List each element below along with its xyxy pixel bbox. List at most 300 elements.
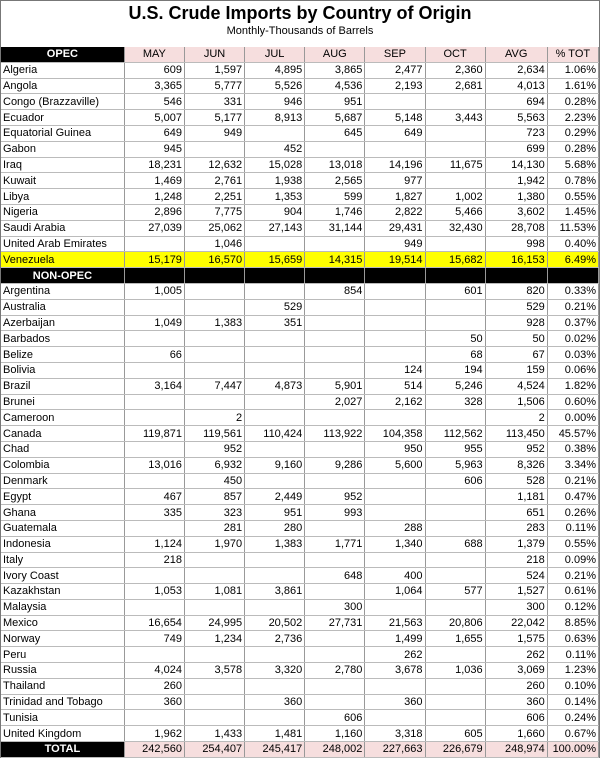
table-row bbox=[1, 378, 599, 394]
table-cell bbox=[124, 410, 184, 426]
table-cell bbox=[365, 283, 425, 299]
table-cell: 1,575 bbox=[485, 631, 547, 647]
table-cell bbox=[365, 141, 425, 157]
table-cell: 1,379 bbox=[485, 536, 547, 552]
table-cell: 28,708 bbox=[485, 220, 547, 236]
table-cell bbox=[425, 299, 485, 315]
table-cell: 1,036 bbox=[425, 663, 485, 679]
table-cell: 950 bbox=[365, 441, 425, 457]
table-cell: 3,069 bbox=[485, 663, 547, 679]
table-row bbox=[1, 505, 599, 521]
table-cell bbox=[365, 552, 425, 568]
table-cell: 14,130 bbox=[485, 157, 547, 173]
table-cell: 3,164 bbox=[124, 378, 184, 394]
country-name: Nigeria bbox=[1, 204, 124, 220]
column-header bbox=[485, 268, 547, 284]
table-cell: 113,450 bbox=[485, 426, 547, 442]
table-cell bbox=[365, 710, 425, 726]
table-row bbox=[1, 568, 599, 584]
table-cell: 2,761 bbox=[184, 173, 244, 189]
table-cell bbox=[425, 647, 485, 663]
table-cell: 2,251 bbox=[184, 189, 244, 205]
column-header bbox=[184, 268, 244, 284]
table-cell: 1,962 bbox=[124, 726, 184, 742]
total-cell: 248,974 bbox=[485, 742, 547, 758]
table-cell: 2,193 bbox=[365, 78, 425, 94]
table-cell: 16,654 bbox=[124, 615, 184, 631]
table-cell: 928 bbox=[485, 315, 547, 331]
table-cell: 300 bbox=[305, 599, 365, 615]
table-cell: 20,806 bbox=[425, 615, 485, 631]
table-cell: 1,124 bbox=[124, 536, 184, 552]
table-cell: 0.63% bbox=[547, 631, 598, 647]
table-cell: 218 bbox=[124, 552, 184, 568]
table-cell: 32,430 bbox=[425, 220, 485, 236]
table-cell: 15,028 bbox=[245, 157, 305, 173]
table-cell: 1,655 bbox=[425, 631, 485, 647]
table-cell: 0.21% bbox=[547, 473, 598, 489]
table-cell: 2,565 bbox=[305, 173, 365, 189]
country-name: Barbados bbox=[1, 331, 124, 347]
table-cell: 13,016 bbox=[124, 457, 184, 473]
table-row bbox=[1, 599, 599, 615]
country-name: Kuwait bbox=[1, 173, 124, 189]
country-name: Equatorial Guinea bbox=[1, 125, 124, 141]
table-cell: 1.06% bbox=[547, 62, 598, 78]
table-cell bbox=[305, 331, 365, 347]
table-cell bbox=[184, 283, 244, 299]
table-cell: 7,447 bbox=[184, 378, 244, 394]
table-cell: 335 bbox=[124, 505, 184, 521]
table-cell: 1,160 bbox=[305, 726, 365, 742]
table-cell: 2 bbox=[184, 410, 244, 426]
table-cell: 2,162 bbox=[365, 394, 425, 410]
table-row bbox=[1, 694, 599, 710]
table-cell bbox=[425, 94, 485, 110]
table-cell bbox=[425, 694, 485, 710]
table-row bbox=[1, 426, 599, 442]
table-cell bbox=[305, 410, 365, 426]
table-cell bbox=[124, 473, 184, 489]
table-row bbox=[1, 157, 599, 173]
table-cell bbox=[124, 568, 184, 584]
table-row bbox=[1, 189, 599, 205]
table-cell bbox=[305, 362, 365, 378]
table-cell: 5,600 bbox=[365, 457, 425, 473]
table-cell: 1,827 bbox=[365, 189, 425, 205]
table-cell: 1,481 bbox=[245, 726, 305, 742]
table-cell: 952 bbox=[485, 441, 547, 457]
table-cell: 66 bbox=[124, 347, 184, 363]
table-cell bbox=[305, 631, 365, 647]
table-cell: 5,007 bbox=[124, 110, 184, 126]
table-cell: 951 bbox=[305, 94, 365, 110]
country-name: Tunisia bbox=[1, 710, 124, 726]
table-cell bbox=[184, 331, 244, 347]
table-cell: 1,005 bbox=[124, 283, 184, 299]
table-cell: 351 bbox=[245, 315, 305, 331]
country-name: Norway bbox=[1, 631, 124, 647]
table-cell: 0.09% bbox=[547, 552, 598, 568]
column-header bbox=[305, 268, 365, 284]
table-cell: 1,506 bbox=[485, 394, 547, 410]
table-cell: 159 bbox=[485, 362, 547, 378]
table-cell bbox=[184, 394, 244, 410]
table-cell: 24,995 bbox=[184, 615, 244, 631]
table-cell: 283 bbox=[485, 520, 547, 536]
table-cell: 11,675 bbox=[425, 157, 485, 173]
table-cell: 1,353 bbox=[245, 189, 305, 205]
table-cell: 4,873 bbox=[245, 378, 305, 394]
table-cell bbox=[184, 299, 244, 315]
table-cell bbox=[245, 473, 305, 489]
table-cell bbox=[245, 394, 305, 410]
table-cell bbox=[425, 599, 485, 615]
table-row bbox=[1, 410, 599, 426]
country-name: Peru bbox=[1, 647, 124, 663]
table-cell bbox=[425, 125, 485, 141]
table-cell: 452 bbox=[245, 141, 305, 157]
table-cell: 694 bbox=[485, 94, 547, 110]
table-row bbox=[1, 173, 599, 189]
table-cell: 1,597 bbox=[184, 62, 244, 78]
table-row bbox=[1, 220, 599, 236]
table-cell bbox=[245, 441, 305, 457]
table-cell: 993 bbox=[305, 505, 365, 521]
country-name: Saudi Arabia bbox=[1, 220, 124, 236]
table-cell: 4,895 bbox=[245, 62, 305, 78]
table-cell: 3,318 bbox=[365, 726, 425, 742]
table-cell bbox=[184, 710, 244, 726]
table-cell: 0.26% bbox=[547, 505, 598, 521]
country-name: Egypt bbox=[1, 489, 124, 505]
table-cell: 606 bbox=[305, 710, 365, 726]
table-row bbox=[1, 631, 599, 647]
column-header: OCT bbox=[425, 47, 485, 62]
table-cell: 0.21% bbox=[547, 299, 598, 315]
table-cell bbox=[305, 299, 365, 315]
table-cell: 904 bbox=[245, 204, 305, 220]
table-row bbox=[1, 647, 599, 663]
table-cell: 546 bbox=[124, 94, 184, 110]
country-name: Ecuador bbox=[1, 110, 124, 126]
table-cell: 119,871 bbox=[124, 426, 184, 442]
table-cell: 1,248 bbox=[124, 189, 184, 205]
column-header: % TOT bbox=[547, 47, 598, 62]
table-cell: 360 bbox=[124, 694, 184, 710]
table-cell: 8,326 bbox=[485, 457, 547, 473]
column-header: AVG bbox=[485, 47, 547, 62]
table-cell: 1,970 bbox=[184, 536, 244, 552]
table-cell bbox=[365, 315, 425, 331]
country-name: Argentina bbox=[1, 283, 124, 299]
table-cell: 952 bbox=[305, 489, 365, 505]
table-row bbox=[1, 362, 599, 378]
table-cell: 2,681 bbox=[425, 78, 485, 94]
table-cell: 15,682 bbox=[425, 252, 485, 268]
imports-table bbox=[1, 47, 599, 758]
column-header: JUN bbox=[184, 47, 244, 62]
table-row bbox=[1, 726, 599, 742]
table-cell bbox=[245, 125, 305, 141]
table-cell: 22,042 bbox=[485, 615, 547, 631]
table-cell: 25,062 bbox=[184, 220, 244, 236]
table-cell: 323 bbox=[184, 505, 244, 521]
table-cell: 1,660 bbox=[485, 726, 547, 742]
table-cell: 528 bbox=[485, 473, 547, 489]
table-cell: 4,013 bbox=[485, 78, 547, 94]
table-cell bbox=[425, 678, 485, 694]
table-cell: 1,942 bbox=[485, 173, 547, 189]
table-cell: 360 bbox=[365, 694, 425, 710]
column-header: MAY bbox=[124, 47, 184, 62]
table-cell: 8,913 bbox=[245, 110, 305, 126]
table-cell: 50 bbox=[425, 331, 485, 347]
table-cell: 2 bbox=[485, 410, 547, 426]
table-cell: 2.23% bbox=[547, 110, 598, 126]
table-cell: 599 bbox=[305, 189, 365, 205]
table-cell: 949 bbox=[184, 125, 244, 141]
country-name: Algeria bbox=[1, 62, 124, 78]
table-cell: 820 bbox=[485, 283, 547, 299]
table-row bbox=[1, 536, 599, 552]
table-cell bbox=[305, 141, 365, 157]
non-opec-header-row bbox=[1, 268, 599, 284]
table-cell: 3.34% bbox=[547, 457, 598, 473]
country-name: Brunei bbox=[1, 394, 124, 410]
table-cell bbox=[245, 552, 305, 568]
table-cell bbox=[425, 410, 485, 426]
table-cell bbox=[184, 599, 244, 615]
table-cell: 2,477 bbox=[365, 62, 425, 78]
table-cell: 7,775 bbox=[184, 204, 244, 220]
table-cell: 4,024 bbox=[124, 663, 184, 679]
country-name: Italy bbox=[1, 552, 124, 568]
table-cell bbox=[425, 236, 485, 252]
table-cell: 3,578 bbox=[184, 663, 244, 679]
table-cell bbox=[305, 647, 365, 663]
table-row bbox=[1, 473, 599, 489]
table-cell: 119,561 bbox=[184, 426, 244, 442]
table-cell: 400 bbox=[365, 568, 425, 584]
table-cell: 113,922 bbox=[305, 426, 365, 442]
table-cell: 1.82% bbox=[547, 378, 598, 394]
table-cell: 467 bbox=[124, 489, 184, 505]
table-cell: 1,046 bbox=[184, 236, 244, 252]
country-name: Indonesia bbox=[1, 536, 124, 552]
table-cell: 1,469 bbox=[124, 173, 184, 189]
country-name: Iraq bbox=[1, 157, 124, 173]
table-cell bbox=[245, 236, 305, 252]
column-header bbox=[245, 268, 305, 284]
table-cell: 0.55% bbox=[547, 189, 598, 205]
table-cell: 3,443 bbox=[425, 110, 485, 126]
table-cell bbox=[124, 441, 184, 457]
table-cell: 2,780 bbox=[305, 663, 365, 679]
country-name: Colombia bbox=[1, 457, 124, 473]
table-cell: 0.11% bbox=[547, 520, 598, 536]
total-cell: 242,560 bbox=[124, 742, 184, 758]
table-cell: 0.21% bbox=[547, 568, 598, 584]
country-name: Azerbaijan bbox=[1, 315, 124, 331]
table-row bbox=[1, 552, 599, 568]
table-cell: 0.67% bbox=[547, 726, 598, 742]
table-cell bbox=[245, 678, 305, 694]
table-cell: 0.60% bbox=[547, 394, 598, 410]
table-cell: 5,901 bbox=[305, 378, 365, 394]
table-cell: 19,514 bbox=[365, 252, 425, 268]
table-cell: 29,431 bbox=[365, 220, 425, 236]
table-cell bbox=[425, 173, 485, 189]
table-cell: 14,315 bbox=[305, 252, 365, 268]
total-cell: 254,407 bbox=[184, 742, 244, 758]
table-cell: 11.53% bbox=[547, 220, 598, 236]
table-cell: 1.23% bbox=[547, 663, 598, 679]
total-cell: 245,417 bbox=[245, 742, 305, 758]
country-name: Gabon bbox=[1, 141, 124, 157]
table-cell: 31,144 bbox=[305, 220, 365, 236]
table-cell: 2,360 bbox=[425, 62, 485, 78]
table-cell bbox=[184, 678, 244, 694]
table-cell: 946 bbox=[245, 94, 305, 110]
country-name: Congo (Brazzaville) bbox=[1, 94, 124, 110]
table-cell: 194 bbox=[425, 362, 485, 378]
table-cell: 3,861 bbox=[245, 584, 305, 600]
table-cell: 124 bbox=[365, 362, 425, 378]
table-row bbox=[1, 331, 599, 347]
table-cell: 218 bbox=[485, 552, 547, 568]
table-cell: 5,246 bbox=[425, 378, 485, 394]
table-cell bbox=[305, 678, 365, 694]
table-cell bbox=[425, 552, 485, 568]
table-cell bbox=[425, 489, 485, 505]
country-name: Bolivia bbox=[1, 362, 124, 378]
country-name: Venezuela bbox=[1, 252, 124, 268]
table-cell: 3,678 bbox=[365, 663, 425, 679]
table-cell bbox=[425, 505, 485, 521]
table-cell: 606 bbox=[425, 473, 485, 489]
table-cell: 3,365 bbox=[124, 78, 184, 94]
table-cell: 0.40% bbox=[547, 236, 598, 252]
table-cell: 1,527 bbox=[485, 584, 547, 600]
table-row bbox=[1, 584, 599, 600]
column-header bbox=[365, 268, 425, 284]
table-cell bbox=[245, 347, 305, 363]
table-row bbox=[1, 283, 599, 299]
country-name: Belize bbox=[1, 347, 124, 363]
table-cell bbox=[425, 141, 485, 157]
table-row bbox=[1, 94, 599, 110]
table-cell: 280 bbox=[245, 520, 305, 536]
table-cell: 112,562 bbox=[425, 426, 485, 442]
table-cell: 649 bbox=[124, 125, 184, 141]
table-cell bbox=[124, 362, 184, 378]
table-cell: 529 bbox=[485, 299, 547, 315]
table-cell bbox=[184, 347, 244, 363]
table-cell bbox=[124, 710, 184, 726]
country-name: Canada bbox=[1, 426, 124, 442]
table-cell bbox=[305, 552, 365, 568]
table-row bbox=[1, 315, 599, 331]
report-subtitle: Monthly-Thousands of Barrels bbox=[226, 25, 374, 37]
table-cell: 27,039 bbox=[124, 220, 184, 236]
table-cell: 1,002 bbox=[425, 189, 485, 205]
table-cell bbox=[365, 347, 425, 363]
table-cell: 649 bbox=[365, 125, 425, 141]
table-cell: 260 bbox=[124, 678, 184, 694]
table-cell bbox=[124, 394, 184, 410]
country-name: Thailand bbox=[1, 678, 124, 694]
table-cell bbox=[245, 331, 305, 347]
table-cell: 27,731 bbox=[305, 615, 365, 631]
table-cell: 2,027 bbox=[305, 394, 365, 410]
table-cell: 4,524 bbox=[485, 378, 547, 394]
table-cell bbox=[305, 584, 365, 600]
table-cell: 1,938 bbox=[245, 173, 305, 189]
table-cell: 0.12% bbox=[547, 599, 598, 615]
table-cell bbox=[124, 236, 184, 252]
column-header: SEP bbox=[365, 47, 425, 62]
country-name: Denmark bbox=[1, 473, 124, 489]
table-cell bbox=[124, 299, 184, 315]
table-row bbox=[1, 299, 599, 315]
table-cell: 0.24% bbox=[547, 710, 598, 726]
table-cell: 3,865 bbox=[305, 62, 365, 78]
table-cell bbox=[425, 520, 485, 536]
country-name: Australia bbox=[1, 299, 124, 315]
table-cell bbox=[184, 568, 244, 584]
table-cell bbox=[365, 678, 425, 694]
table-cell: 12,632 bbox=[184, 157, 244, 173]
table-cell: 1,053 bbox=[124, 584, 184, 600]
column-header: JUL bbox=[245, 47, 305, 62]
table-cell: 2,736 bbox=[245, 631, 305, 647]
non-opec-section-label: NON-OPEC bbox=[1, 268, 124, 284]
table-cell bbox=[305, 694, 365, 710]
table-cell bbox=[245, 283, 305, 299]
imports-table-body bbox=[1, 47, 599, 757]
table-cell: 4,536 bbox=[305, 78, 365, 94]
country-name: Chad bbox=[1, 441, 124, 457]
table-cell: 0.61% bbox=[547, 584, 598, 600]
table-cell bbox=[365, 473, 425, 489]
table-row bbox=[1, 520, 599, 536]
table-cell: 5,466 bbox=[425, 204, 485, 220]
table-row bbox=[1, 204, 599, 220]
table-cell: 300 bbox=[485, 599, 547, 615]
table-cell: 606 bbox=[485, 710, 547, 726]
column-header: AUG bbox=[305, 47, 365, 62]
table-cell: 262 bbox=[365, 647, 425, 663]
table-row bbox=[1, 347, 599, 363]
table-cell: 45.57% bbox=[547, 426, 598, 442]
table-cell: 21,563 bbox=[365, 615, 425, 631]
table-cell: 1.45% bbox=[547, 204, 598, 220]
total-label: TOTAL bbox=[1, 742, 124, 758]
table-cell: 1,383 bbox=[184, 315, 244, 331]
table-cell: 1,771 bbox=[305, 536, 365, 552]
country-name: Russia bbox=[1, 663, 124, 679]
table-cell: 15,179 bbox=[124, 252, 184, 268]
table-cell bbox=[184, 362, 244, 378]
table-row bbox=[1, 141, 599, 157]
table-cell bbox=[124, 647, 184, 663]
column-header bbox=[425, 268, 485, 284]
table-row bbox=[1, 78, 599, 94]
table-cell: 3,320 bbox=[245, 663, 305, 679]
report-title: U.S. Crude Imports by Country of Origin bbox=[128, 3, 472, 23]
total-cell: 248,002 bbox=[305, 742, 365, 758]
